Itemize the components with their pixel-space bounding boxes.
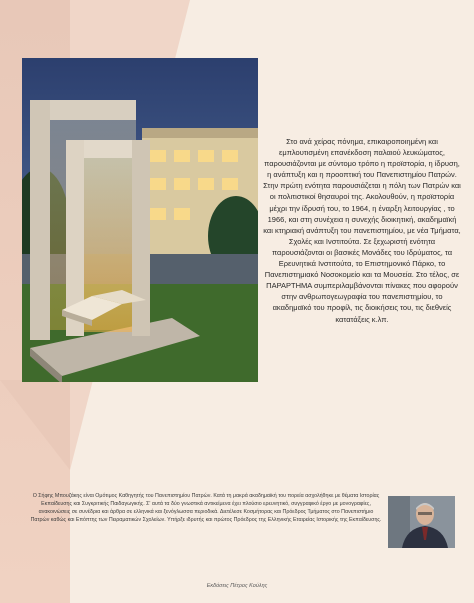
description-paragraph: Στο ανά χείρας πόνημα, επικαιροποιημένη και εμπλουτισμένη επανέκδοση παλαιού λευκώματος, παρουσιάζονται με σύντομο τρόπο η προϊστορία, η ίδρυση, η ανάπτυξη και η προοπτική του Πανεπιστημίου Πατρών. Στην πρώτη ενότητα παρουσιάζεται η πόλη των Πατρών και οι πολιτιστικοί θησαυροί της. Ακολουθούν, η προϊστορία μέχρι την ίδρυσή του, το 1964, η έναρξη λειτουργίας , το 1966, και στη συνέχεια η συνεχής διοικητική, ακαδημαϊκή και κτηριακή ανάπτυξη του πανεπιστημίου, με νέα Τμήματα, Σχολές και Ινστιτούτα. Σε ξεχωριστή ενότητα παρουσιάζονται οι βασικές Μονάδες του Ιδρύματος, τα Ερευνητικά Ινστιτούτα, το Επιστημονικό Πάρκο, το Πανεπιστημιακό Νοσοκομείο και τα Μουσεία. Στο τέλος, σε ΠΑΡΑΡΤΗΜΑ συμπεριλαμβάνονται πίνακες που αφορούν στην ανθρωπογεωγραφία του πανεπιστημίου, το ακαδημαϊκό του προφίλ, τις διοικήσεις του, τις διεθνείς κατατάξεις κ.λπ. [263,137,461,324]
author-photo [388,496,455,548]
sculpture-photo [22,58,258,382]
author-bio: Ο Σήφης Μπουζάκης είναι Ομότιμος Καθηγητής του Πανεπιστημίου Πατρών. Κατά τη μακρά ακαδημαϊκή του πορεία ασχολήθηκε με θέματα Ιστορίας Εκπαίδευσης και Συγκριτικής Παιδαγωγικής. Σ' αυτά τα δύο γνωστικά αντικείμενα έχει πλούσιο ερευνητικό, συγγραφικό έργο με μονογραφίες, ανακοινώσεις σε συνέδρια και άρθρα σε ελληνικά και ξενόγλωσσα περιοδικά. Διετέλεσε Κοσμήτορας και Πρόεδρος Τμήματος στο Πανεπιστήμιο Πατρών καθώς και Επόπτης των Πειραματικών Σχολείων. Υπήρξε ιδρυτής και πρώτος Πρόεδρος της Ελληνικής Εταιρείας Ιστορικής της Εκπαίδευσης. [30,493,382,523]
author-portrait [388,496,455,548]
publisher-name: Εκδόσεις Πέτρος Κούλης [206,583,268,589]
cover-photo [22,58,258,382]
